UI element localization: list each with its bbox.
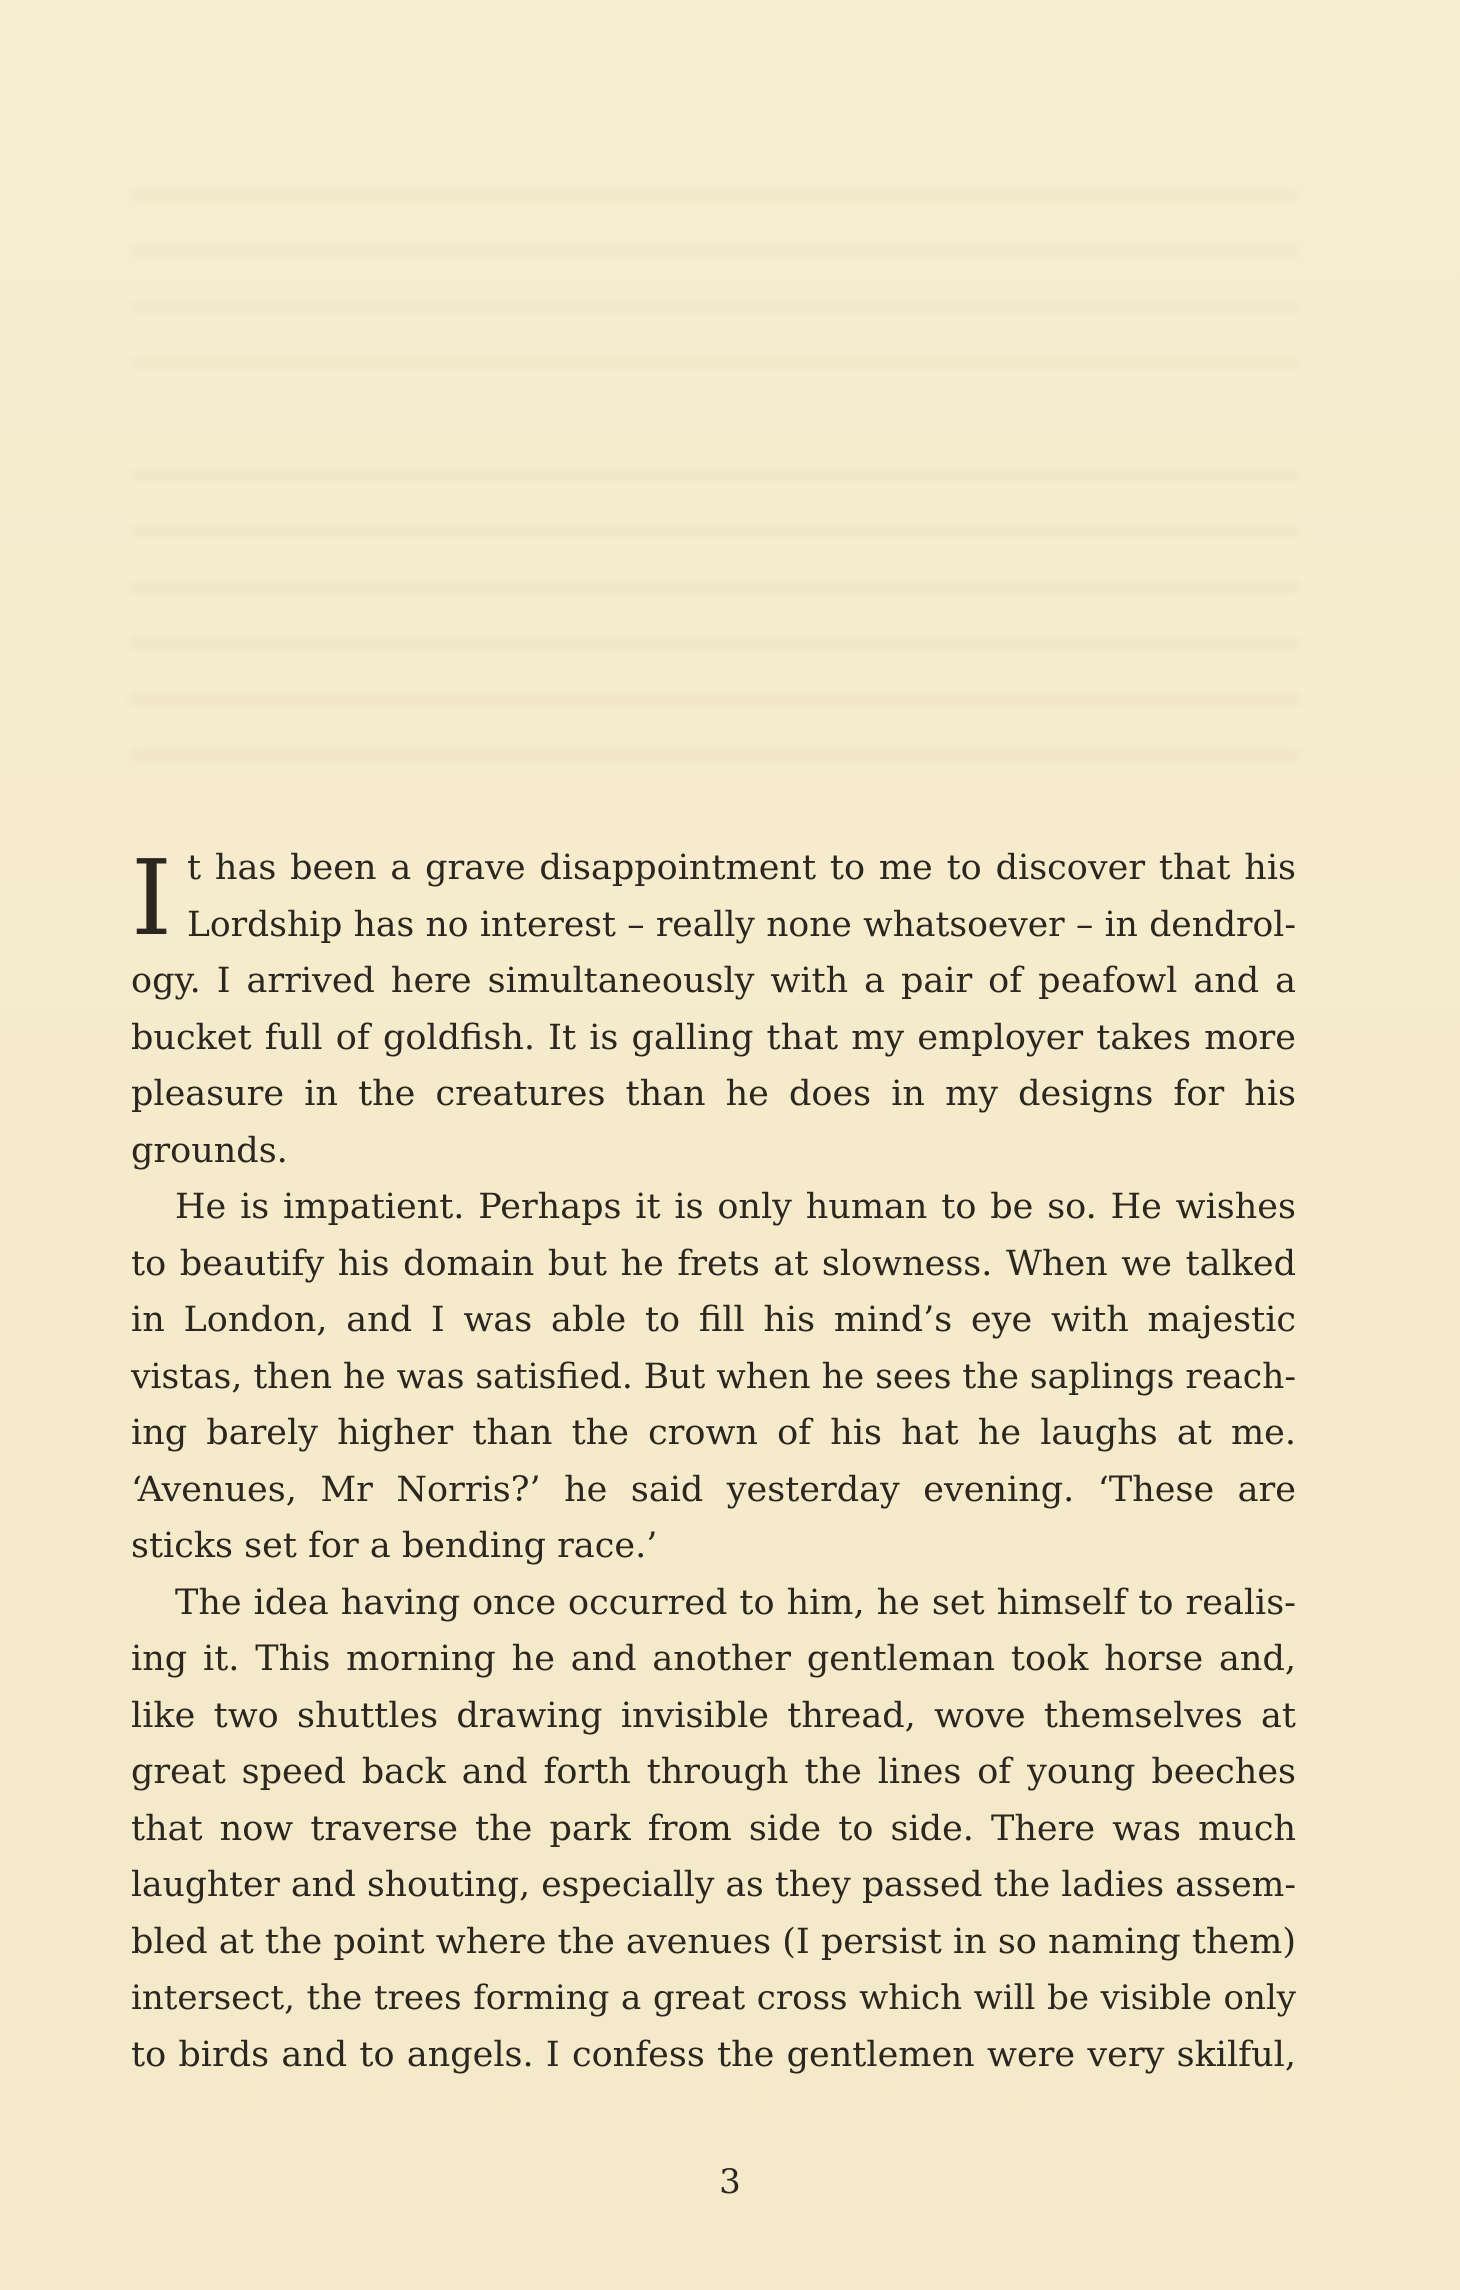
text-line: great speed back and forth through the lines of young beeches [131, 1752, 1296, 1792]
show-through-line [130, 750, 1300, 760]
text-line: like two shuttles drawing invisible thread, wove themselves at [131, 1695, 1296, 1736]
text-line: that now traverse the park from side to side. There was much [131, 1808, 1296, 1849]
text-line: intersect, the trees forming a great cross which will be visible only [131, 1978, 1296, 2018]
text-line: laughter and shouting, especially as they passed the ladies assem- [131, 1865, 1296, 1905]
text-line: ogy. I arrived here simultaneously with a pair of peafowl and a [131, 961, 1296, 1001]
show-through-line [130, 638, 1300, 648]
drop-cap: I [131, 837, 173, 959]
paragraph-2 [131, 1179, 1296, 1575]
show-through-line [130, 358, 1300, 368]
text-line: bucket full of goldfish. It is galling that my employer takes more [131, 1017, 1296, 1058]
text-line: bled at the point where the avenues (I persist in so naming them) [131, 1921, 1297, 1962]
text-line: to birds and to angels. I confess the gentlemen were very skilful, [131, 2034, 1296, 2075]
text-line: t has been a grave disappointment to me to discover that his [187, 848, 1296, 888]
text-line: pleasure in the creatures than he does in my designs for his [131, 1074, 1296, 1114]
paragraph-1 [131, 837, 1296, 1179]
show-through-line [130, 190, 1300, 200]
text-line: Lordship has no interest – really none whatsoever – in dendrol- [187, 904, 1296, 945]
text-line: ing it. This morning he and another gentleman took horse and, [131, 1639, 1296, 1679]
show-through-line [130, 470, 1300, 480]
paragraph-3 [131, 1575, 1296, 2084]
text-line: ‘Avenues, Mr Norris?’ he said yesterday evening. ‘These are [131, 1469, 1296, 1510]
page-number: 3 [719, 2162, 741, 2202]
text-line: He is impatient. Perhaps it is only human to be so. He wishes [175, 1187, 1296, 1227]
show-through-line [130, 694, 1300, 704]
show-through-line [130, 246, 1300, 256]
text-line: in London, and I was able to fill his mind’s eye with majestic [131, 1300, 1296, 1340]
text-line: grounds. [131, 1130, 288, 1171]
text-line: sticks set for a bending race.’ [131, 1526, 658, 1566]
show-through-line [130, 302, 1300, 312]
text-line: ing barely higher than the crown of his hat he laughs at me. [131, 1413, 1296, 1453]
show-through-line [130, 582, 1300, 592]
show-through-line [130, 526, 1300, 536]
body-text [131, 837, 1297, 2083]
text-line: vistas, then he was satisfied. But when he sees the saplings reach- [131, 1356, 1296, 1397]
text-line: to beautify his domain but he frets at slowness. When we talked [131, 1243, 1296, 1284]
text-line: The idea having once occurred to him, he set himself to realis- [175, 1582, 1296, 1623]
